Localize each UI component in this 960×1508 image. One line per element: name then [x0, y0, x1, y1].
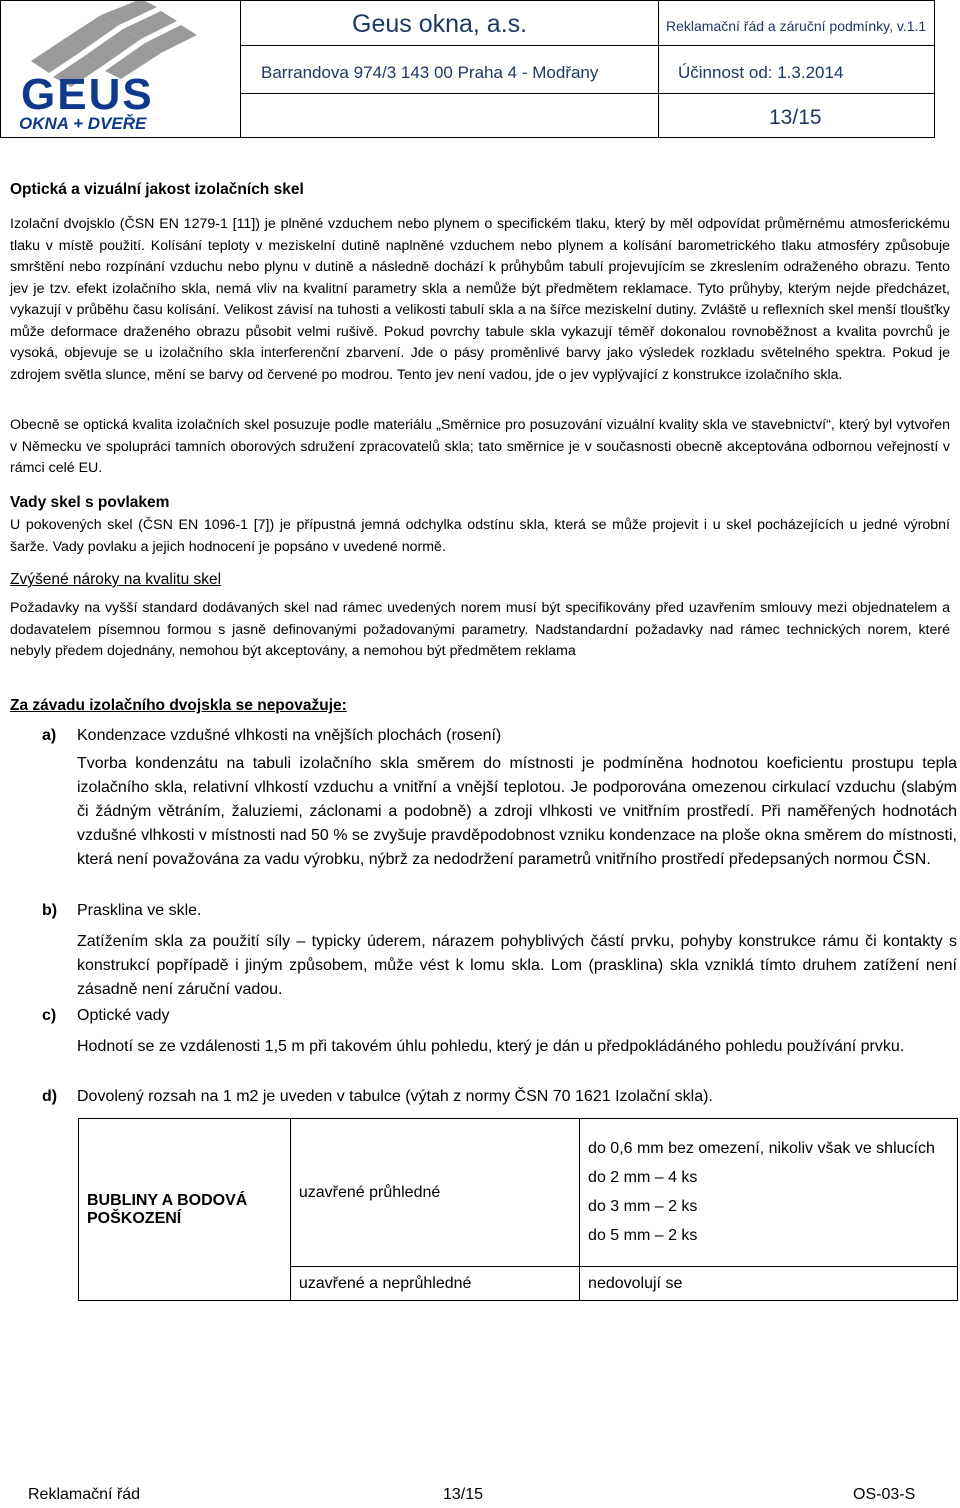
- table-row: [79, 1119, 958, 1267]
- table-type-cell: uzavřené a neprůhledné: [290, 1267, 579, 1301]
- company-logo: [1, 1, 241, 138]
- company-address: Barrandova 974/3 143 00 Praha 4 - Modřany: [261, 63, 599, 82]
- footer-page-number: 13/15: [443, 1486, 484, 1503]
- item-c-body: Hodnotí se ze vzdálenosti 1,5 m při takovém úhlu pohledu, který je dán u předpokládáného pohledu používání prvku.: [77, 1038, 905, 1055]
- table-limits-cell: [580, 1119, 958, 1267]
- section-title-optical-quality: Optická a vizuální jakost izolačních skel: [10, 181, 304, 198]
- item-b-body: Zatížením skla za použití síly – typicky úderem, nárazem pohyblivých částí prvku, pohyby konstrukce rámu či kontakty s konstrukcí popřípadě i jiným způsobem, může vést k lomu skla. Lom (prasklina) skla vzniklá tímto druhem zatížení není zásadně není záruční vadou.: [77, 933, 957, 998]
- page-header: [0, 0, 935, 138]
- table-limits-cell: nedovolují se: [580, 1267, 958, 1301]
- item-a-label: a): [42, 727, 57, 744]
- table-limit-line: do 5 mm – 2 ks: [588, 1227, 698, 1244]
- paragraph-optical-2: Obecně se optická kvalita izolačních skel posuzuje podle materiálu „Směrnice pro posuzování vizuální kvality skla ve stavebnictví“, který byl vytvořen v Německu ve spolupráci tamních oborových sdružení zpracovatelů skla; tato směrnice je v současnosti obecně akceptována odbornou veřejností v rámci celé EU.: [10, 417, 950, 476]
- header-row-middle: [241, 46, 935, 94]
- item-a-body: Tvorba kondenzátu na tabuli izolačního skla směrem do místnosti je podmíněna hodnotou koeficientu prostupu tepla izolačního skla, relativní vlhkostí vzduchu a vnitřní a vnější teplotou. Je podporována omezenou cirkulací vzduchu (slabým či žádným větráním, žaluziemi, záclonami a podobně) a zdroji vlhkosti ve vnitřním prostředí. Při naměřených hodnotách vzdušné vlhkosti v místnosti nad 50 % se zvyšuje pravděpodobnost vzniku kondenzace na ploše okna směrem do místnosti, která není považována za vadu výrobku, nýbrž za nedodržení parametrů vnitřního prostředí předepsaných normou ČSN.: [77, 755, 957, 868]
- footer-document-name: Reklamační řád: [28, 1486, 141, 1503]
- item-b-title: Prasklina ve skle.: [77, 902, 202, 919]
- table-type-cell: uzavřené průhledné: [290, 1119, 579, 1267]
- validity-date: Účinnost od: 1.3.2014: [678, 63, 844, 82]
- section-title-not-defect: Za závadu izolačního dvojskla se nepovažuje:: [10, 697, 347, 714]
- item-d-label: d): [42, 1088, 58, 1105]
- item-d-title: Dovolený rozsah na 1 m2 je uveden v tabulce (výtah z normy ČSN 70 1621 Izolační skla).: [77, 1088, 713, 1105]
- defect-tolerance-table: [78, 1118, 958, 1301]
- table-limit-line: do 2 mm – 4 ks: [588, 1169, 698, 1186]
- section-title-increased-requirements: Zvýšené nároky na kvalitu skel: [10, 571, 222, 588]
- table-limit-line: do 0,6 mm bez omezení, nikoliv však ve shlucích: [588, 1140, 935, 1157]
- svg-text:GEUS: GEUS: [21, 70, 154, 119]
- header-row-bottom: [241, 94, 935, 138]
- document-name: Reklamační řád a záruční podmínky, v.1.1: [666, 18, 927, 34]
- header-row-top: [241, 1, 935, 46]
- item-c-label: c): [42, 1007, 57, 1024]
- item-c-title: Optické vady: [77, 1007, 170, 1024]
- table-limit-line: do 3 mm – 2 ks: [588, 1198, 698, 1215]
- window-grid-logo-icon: [1, 1, 241, 138]
- footer-document-code: OS-03-S: [853, 1486, 916, 1503]
- section-title-coated-glass: Vady skel s povlakem: [10, 494, 170, 511]
- paragraph-coated-glass: U pokovených skel (ČSN EN 1096-1 [7]) je přípustná jemná odchylka odstínu skla, která se může projevit i u skel pocházejících u jedné výrobní šarže. Vady povlaku a jejich hodnocení je popsáno v uvedené normě.: [10, 517, 950, 555]
- item-a-title: Kondenzace vzdušné vlhkosti na vnějších plochách (rosení): [77, 727, 502, 744]
- item-b-label: b): [42, 902, 58, 919]
- table-category-cell: BUBLINY A BODOVÁ POŠKOZENÍ: [79, 1119, 291, 1301]
- company-name: Geus okna, a.s.: [352, 10, 528, 38]
- svg-text:OKNA + DVEŘE: OKNA + DVEŘE: [19, 114, 147, 133]
- header-page-number: 13/15: [769, 106, 822, 129]
- paragraph-optical-1: Izolační dvojsklo (ČSN EN 1279-1 [11]) je plněné vzduchem nebo plynem o specifickém tlaku, který by měl odpovídat průměrnému atmosferickému tlaku v místě použití. Kolísání teploty v meziskelní dutině naplněné vzduchem nebo plynem a kolísání barometrického tlaku atmosféry způsobuje smrštění nebo rozpínání vzduchu nebo plynu v dutině a následně dochází k průhybům tabulí projevujícím se zkreslením odraženého obrazu. Tento jev je tzv. efekt izolačního skla, nemá vliv na kvalitní parametry skla a nemůže být předmětem reklamace. Tyto průhyby, kterým nejde předcházet, vykazují v průběhu času kolísání. Velikost závisí na tuhosti a velikosti tabulí skla a na šířce meziskelní dutiny. Zvláště u reflexních skel menší tloušťky může deformace draženého obrazu působit velmi rušivě. Pokud povrchy tabule skla vykazují téměř dokonalou rovnoběžnost a kvalita povrchů je vysoká, objevuje se u izolačního skla interferenční zbarvení. Jde o pásy proměnlivé barvy jako výsledek rozkladu světelného spektra. Pokud je zdrojem světla slunce, mění se barvy od červené po modrou. Tento jev není vadou, jde o jev vyplývající z konstrukce izolačního skla.: [10, 216, 950, 383]
- paragraph-increased-requirements: Požadavky na vyšší standard dodávaných skel nad rámec uvedených norem musí být specifikovány před uzavřením smlouvy mezi objednatelem a dodavatelem písemnou formou s jasně definovanými požadovanými parametry. Nadstandardní požadavky nad rámec technických norem, které nebyly předem dojednány, nemohou být akceptovány, a nemohou být předmětem reklama: [10, 600, 950, 659]
